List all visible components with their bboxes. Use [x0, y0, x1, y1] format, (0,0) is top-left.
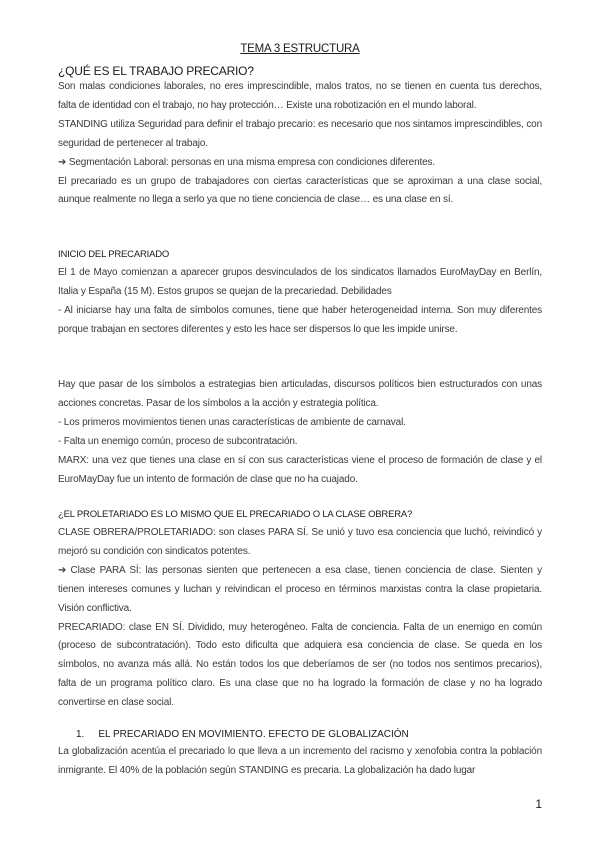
paragraph-text: MARX: una vez que tienes una clase en sí con sus características viene el proceso de formación de clase y el EuroMayDay fue un intento de formación de clase que no ha cuajado.: [58, 454, 542, 485]
numbered-section-heading: [76, 729, 409, 740]
section-heading-trabajo-precario: ¿QUÉ ES EL TRABAJO PRECARIO?: [58, 64, 254, 78]
page-number: 1: [535, 797, 542, 811]
paragraph: [58, 264, 542, 340]
paragraph-text: Son malas condiciones laborales, no eres imprescindible, malos tratos, no se tienen en cuenta tus derechos, falta de identidad con el trabajo, no hay protección… Existe una robotización en el mundo laboral.: [58, 81, 542, 111]
paragraph-text: Hay que pasar de los símbolos a estrategias bien articuladas, discursos políticos bien estructurados con unas acciones concretas. Pasar de los símbolos a la acción y estrategia política.: [58, 379, 542, 409]
paragraph: [58, 78, 542, 210]
paragraph-text: ➔ Segmentación Laboral: personas en una misma empresa con condiciones diferentes.: [58, 156, 436, 168]
section-heading-proletariado: ¿EL PROLETARIADO ES LO MISMO QUE EL PRECARIADO O LA CLASE OBRERA?: [58, 509, 413, 520]
paragraph-text: - Los primeros movimientos tienen unas características de ambiente de carnaval.: [58, 416, 406, 428]
paragraph: [58, 524, 542, 713]
paragraph-text: La globalización acentúa el precariado lo que lleva a un incremento del racismo y xenofobia contra la población inmigrante. El 40% de la población según STANDING es precaria. La globalización ha dado lugar: [58, 746, 542, 776]
paragraph-text: - Falta un enemigo común, proceso de subcontratación.: [58, 435, 298, 447]
paragraph-text: STANDING utiliza Seguridad para definir el trabajo precario: es necesario que nos sintamos imprescindibles, con seguridad de pertenecer al trabajo.: [58, 118, 542, 149]
section-heading-inicio-precariado: INICIO DEL PRECARIADO: [58, 249, 170, 260]
paragraph-text: CLASE OBRERA/PROLETARIADO: son clases PARA SÍ. Se unió y tuvo esa conciencia que luchó, reivindicó y mejoró su condición con sindicatos potentes.: [58, 527, 542, 557]
paragraph-text: El 1 de Mayo comienzan a aparecer grupos desvinculados de los sindicatos llamados EuroMayDay en Berlín, Italia y España (15 M). Estos grupos se quejan de la precariedad. Debilidades: [58, 267, 542, 297]
paragraph: [58, 376, 542, 489]
section-heading-globalizacion: EL PRECARIADO EN MOVIMIENTO. EFECTO DE GLOBALIZACIÓN: [98, 729, 409, 740]
paragraph-text: - Al iniciarse hay una falta de símbolos comunes, tiene que haber heterogeneidad interna. Son muy diferentes porque trabajan en sectores diferentes y esto les hace ser dispersos lo que les impide unirse.: [58, 304, 542, 335]
section-number: 1.: [76, 729, 85, 740]
paragraph: [58, 743, 542, 781]
paragraph-text: El precariado es un grupo de trabajadores con ciertas características que se aproximan a una clase social, aunque realmente no llega a serlo ya que no tiene conciencia de clase… es una clase en sí.: [58, 175, 542, 206]
document-title: TEMA 3 ESTRUCTURA: [240, 43, 360, 55]
paragraph-text: ➔ Clase PARA SÍ: las personas sienten que pertenecen a esa clase, tienen conciencia de clase. Sienten y tienen intereses comunes y luchan y reivindican el proceso en términos marxistas contra la clase propietaria. Visión conflictiva.: [58, 564, 542, 614]
paragraph-text: PRECARIADO: clase EN SÍ. Dividido, muy heterogéneo. Falta de conciencia. Falta de un enemigo en común (proceso de subcontratación). Todo esto dificulta que adquiera esa conciencia de clase. Se queda en los símbolos, no avanza más allá. No están todos los que deberíamos de ser (no todos nos sentimos precarios), falta de un programa político claro. Es una clase que no ha logrado la formación de clase y no ha logrado convertirse en clase social.: [58, 621, 542, 709]
